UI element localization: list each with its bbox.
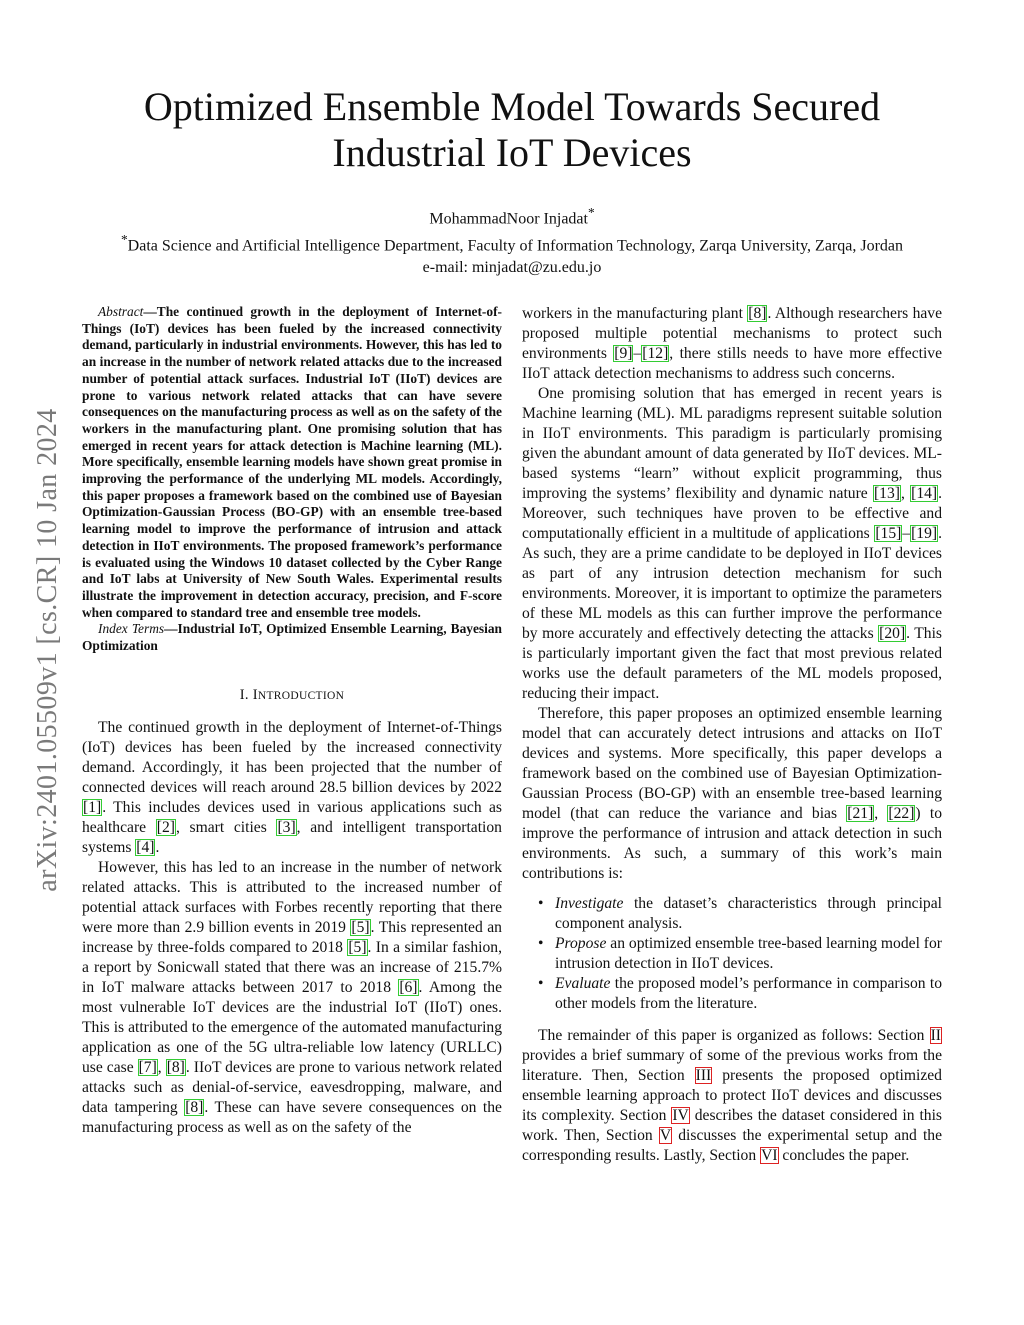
intro-paragraph-1: The continued growth in the deployment of Internet-of-Things (IoT) devices has been fueled by the increased connectivity demand. Accordingly, it has been projected that the number of connected devices will reach around 28.5 billion devices by 2022 [1]. This includes devices used in various applications such as healthcare [2], smart cities [3], and intelligent transportation systems [4]. xyxy=(82,718,502,856)
abstract-text: —The continued growth in the deployment of Internet-of-Things (IoT) devices has been fueled by the increased connectivity demand, particularly in industrial environments. However, this has led to an increase in the number of network related attacks due to the increased number of potential attack surfaces. Industrial IoT (IIoT) devices are prone to various network related attacks that can have severe consequences on the manufacturing process as well as on the safety of the workers in the manufacturing plant. One promising solution that has emerged in recent years for attack detection is Machine learning (ML). More specifically, ensemble learning models have shown great promise in improving the performance of the underlying ML models. Accordingly, this paper proposes a framework based on the combined use of Bayesian Optimization-Gaussian Process (BO-GP) with an ensemble tree-based learning model to improve the performance of intrusion and attack detection in IIoT environments. The proposed framework’s performance is evaluated using the Windows 10 dataset collected by the Cyber Range and IoT labs at University of New South Wales. Experimental results illustrate the improvement in detection accuracy, precision, and F-score when compared to standard tree and ensemble tree models. xyxy=(82,304,502,620)
section-link[interactable]: II xyxy=(930,1027,941,1044)
index-terms-text: —Industrial IoT, Optimized Ensemble Learning, Bayesian Optimization xyxy=(82,621,503,654)
citation-link[interactable]: [5] xyxy=(351,918,370,936)
citation-link[interactable]: [22] xyxy=(888,805,915,822)
citation-link[interactable]: [13] xyxy=(873,485,900,502)
citation-link[interactable]: [21] xyxy=(847,805,874,822)
author-name: MohammadNoor Injadat xyxy=(429,210,588,228)
citation-link[interactable]: [2] xyxy=(156,818,175,836)
intro-paragraph-2: However, this has led to an increase in the number of network related attacks. This is attributed to the increased number of potential attack surfaces with Forbes recently reporting that there were more than 2.9 billion events in 2019 [5]. This represented an increase by three-folds compared to 2018 [5]. In a similar fashion, a report by Sonicwall stated that there was an increase of 215.7% in IoT malware attacks between 2017 to 2018 [6]. Among the most vulnerable IoT devices are the industrial IoT (IIoT) ones. This is attributed to the emergence of the automated manufacturing application as one of the 5G ultra-reliable low latency (URLLC) use case [7], [8]. IIoT devices are prone to various network related attacks such as denial-of-service, eavesdropping, malware, and data tampering [8]. These can have severe consequences on the manufacturing process as well as on the safety of the xyxy=(82,858,502,1136)
section-link[interactable]: VI xyxy=(761,1147,778,1164)
abstract-paragraph xyxy=(82,304,502,621)
list-item: • Investigate the dataset’s characteristics through principal component analysis. xyxy=(538,895,942,932)
abstract xyxy=(82,304,502,655)
author-line xyxy=(60,202,964,229)
bullet-icon: • xyxy=(538,935,544,952)
index-terms xyxy=(82,621,502,654)
left-column xyxy=(82,304,502,1138)
citation-link[interactable]: [8] xyxy=(748,305,767,322)
citation-link[interactable]: [3] xyxy=(277,818,296,836)
bullet-icon: • xyxy=(538,975,544,992)
section-heading-introduction: I. INTRODUCTION xyxy=(239,686,345,703)
affiliation: Data Science and Artificial Intelligence Department, Faculty of Information Technology, Zarqa University, Zarqa, Jordan xyxy=(127,237,903,255)
list-item: • Evaluate the proposed model’s performance in comparison to other models from the literature. xyxy=(538,975,942,1012)
section-link[interactable]: IV xyxy=(672,1107,689,1124)
right-column xyxy=(522,304,942,1166)
citation-link[interactable]: [1] xyxy=(83,798,102,816)
citation-link[interactable]: [9] xyxy=(614,345,633,362)
citation-link[interactable]: [20] xyxy=(879,625,906,642)
arxiv-identifier: arXiv:2401.05509v1 [cs.CR] 10 Jan 2024 xyxy=(32,408,63,892)
body-paragraph-continued: workers in the manufacturing plant [8]. Although researchers have proposed multiple potential mechanisms to protect such environments [9]–[12], there stills needs to have more effective IIoT attack detection mechanisms to address such concerns. xyxy=(522,305,943,382)
author-mark: * xyxy=(587,205,595,220)
citation-link[interactable]: [19] xyxy=(911,525,938,542)
citation-link[interactable]: [12] xyxy=(642,345,669,362)
body-paragraph-organization: The remainder of this paper is organized as follows: Section II provides a brief summary of some of the previous works from the literature. Then, Section III presents the proposed optimized ensemble learning approach to protect IIoT devices and discusses its complexity. Section IV describes the dataset considered in this work. Then, Section V discusses the experimental setup and the corresponding results. Lastly, Section VI concludes the paper. xyxy=(522,1027,942,1164)
contributions-list xyxy=(522,894,942,1014)
citation-link[interactable]: [5] xyxy=(348,938,367,956)
author-email: e-mail: minjadat@zu.edu.jo xyxy=(422,258,602,276)
section-link[interactable]: V xyxy=(659,1127,672,1144)
bullet-icon: • xyxy=(538,895,544,912)
list-item: • Propose an optimized ensemble tree-based learning model for intrusion detection in IIoT devices. xyxy=(538,935,942,972)
author-block xyxy=(60,202,964,278)
citation-link[interactable]: [15] xyxy=(875,525,902,542)
citation-link[interactable]: [14] xyxy=(911,485,938,502)
citation-link[interactable]: [4] xyxy=(136,838,155,856)
section-link[interactable]: III xyxy=(695,1067,712,1084)
citation-link[interactable]: [7] xyxy=(138,1058,157,1076)
citation-link[interactable]: [6] xyxy=(399,978,418,996)
index-terms-label: Index Terms xyxy=(98,621,165,637)
abstract-label: Abstract xyxy=(98,304,144,319)
body-paragraph-ml: One promising solution that has emerged in recent years is Machine learning (ML). ML paradigms represent suitable solution in IIoT environments. This paradigm is particularly promising given the abundant amount of data generated by IIoT devices. ML-based systems “learn” without explicit programming, thus improving the systems’ flexibility and dynamic nature [13], [14]. Moreover, such techniques have proven to be effective and computationally efficient in a multitude of applications [15]–[19]. As such, they are a prime candidate to be deployed in IIoT devices as part of any intrusion detection mechanism for such environments. Moreover, it is important to optimize the parameters of these ML models as this can further improve the performance by more accurately and effectively detecting the attacks [20]. This is particularly important given the fact that most previous related works use the default parameters of the ML models proposed, reducing their impact. xyxy=(522,385,943,702)
arxiv-sidebar xyxy=(28,360,68,940)
paper-title: Optimized Ensemble Model Towards Secured Industrial IoT Devices xyxy=(143,84,881,175)
affiliation-line xyxy=(60,229,964,256)
citation-link[interactable]: [8] xyxy=(185,1098,204,1116)
affiliation-mark: * xyxy=(120,232,128,248)
body-paragraph-proposal: Therefore, this paper proposes an optimized ensemble learning model that can accurately detect intrusions and attacks on IIoT devices and systems. More specifically, this paper develops a framework based on the combined use of Bayesian Optimization-Gaussian Process (BO-GP) with an ensemble tree-based learning model (that can reduce the variance and bias [21], [22]) to improve the performance of intrusion and attack detection in such environments. As such, a summary of this work’s main contributions is: xyxy=(522,705,942,882)
citation-link[interactable]: [8] xyxy=(166,1058,185,1076)
